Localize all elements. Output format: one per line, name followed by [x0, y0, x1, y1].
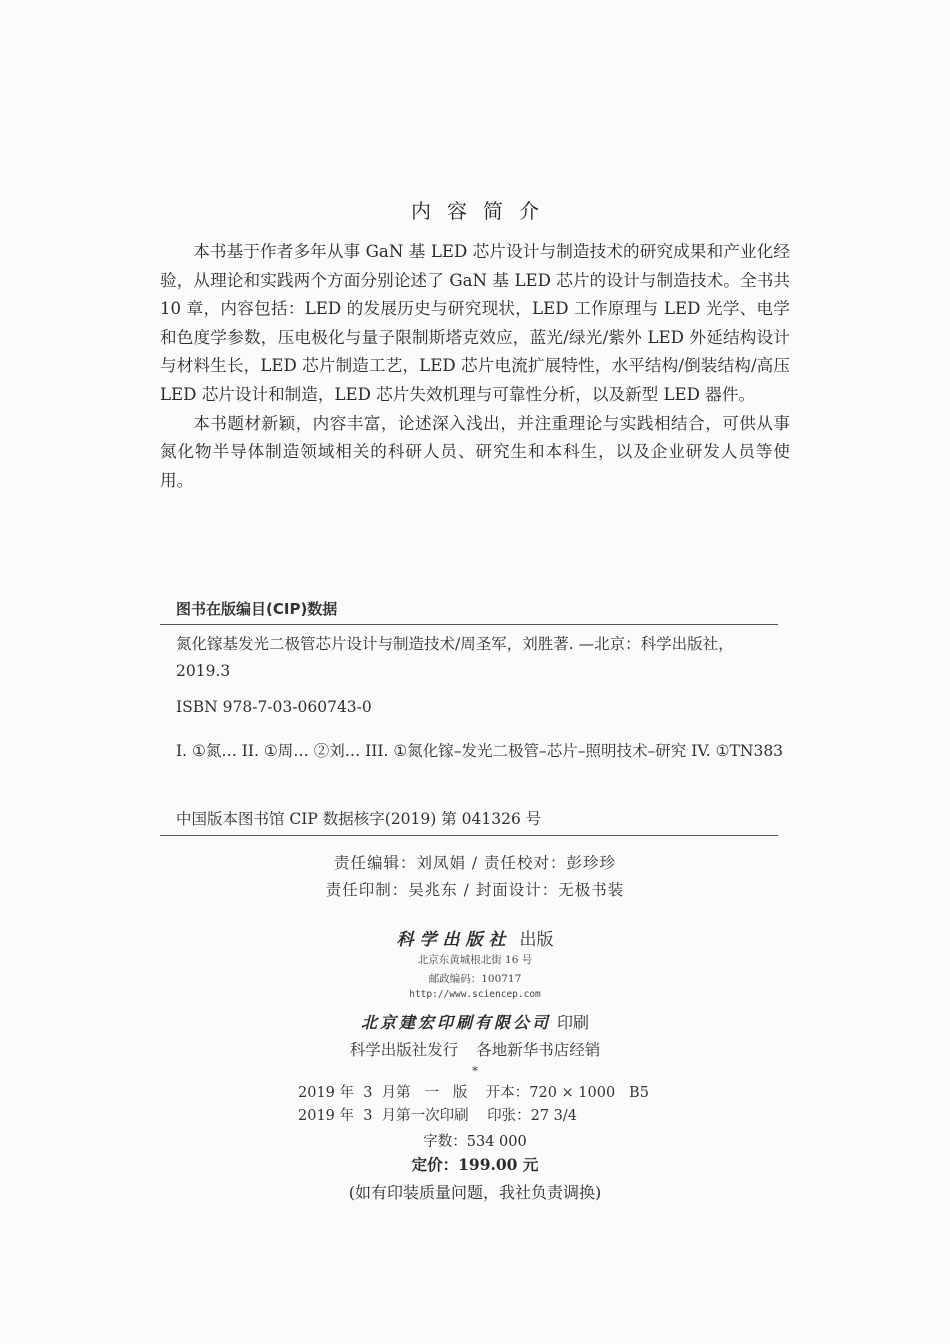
price: 定价：199.00 元 — [411, 1155, 539, 1174]
printer-name: 北京建宏印刷有限公司 — [360, 1013, 551, 1032]
edition-line-2: 2019 年 3 月第一次印刷 印张：27 3/4 — [298, 1108, 578, 1124]
publisher-name: 科学出版社 — [396, 930, 512, 950]
cip-approval — [176, 806, 786, 833]
word-count: 字数：534 000 — [423, 1134, 527, 1150]
publisher-suffix: 出版 — [519, 930, 554, 950]
staff-line-2: 责任印制：吴兆东 / 封面设计：无极书装 — [325, 881, 625, 899]
edition-line-1: 2019 年 3 月第 一 版 开本：720 × 1000 B5 — [298, 1085, 649, 1101]
cip-classification — [176, 738, 786, 765]
staff-line-1: 责任编辑：刘凤娟 / 责任校对：彭珍珍 — [333, 854, 617, 872]
publisher-url: http://www.sciencep.com — [409, 989, 541, 1000]
separator-star: * — [472, 1064, 478, 1078]
printer-line — [0, 1010, 950, 1033]
publisher-postcode: 邮政编码：100717 — [428, 973, 522, 985]
intro-paragraph-1: 本书基于作者多年从事 GaN 基 LED 芯片设计与制造技术的研究成果和产业化经验，从理论和实践两个方面分别论述了 GaN 基 LED 芯片的设计与制造技术。全书共 10 章，内容包括：LED 的发展历史与研究现状，LED 工作原理与 LED 光学、电学和色度学参数，压电极化与量子限制斯塔克效应，蓝光/绿光/紫外 LED 外延结构设计与材料生长，LED 芯片制造工艺，LED 芯片电流扩展特性，水平结构/倒装结构/高压 LED 芯片设计和制造，LED 芯片失效机理与可靠性分析，以及新型 LED 器件。 — [160, 242, 790, 404]
seller-text: 各地新华书店经销 — [476, 1041, 601, 1059]
isbn-text: ISBN 978-7-03-060743-0 — [176, 698, 372, 716]
editorial-staff — [0, 850, 950, 904]
cip-heading: 图书在版编目(CIP)数据 — [176, 600, 338, 618]
quality-note: (如有印装质量问题，我社负责调换) — [348, 1183, 602, 1202]
cip-book-text: 氮化镓基发光二极管芯片设计与制造技术/周圣军，刘胜著. —北京：科学出版社，2019.3 — [176, 635, 734, 680]
cip-top-rule — [160, 624, 778, 625]
distribution-line — [0, 1038, 950, 1060]
printer-suffix: 印刷 — [557, 1013, 590, 1032]
cip-isbn — [176, 694, 786, 721]
approval-text: 中国版本图书馆 CIP 数据核字(2019) 第 041326 号 — [176, 810, 542, 828]
publisher-line — [0, 925, 950, 950]
cip-book-line — [176, 631, 786, 685]
intro-paragraph-2: 本书题材新颖，内容丰富，论述深入浅出，并注重理论与实践相结合，可供从事氮化物半导体制造领域相关的科研人员、研究生和本科生，以及企业研发人员等使用。 — [160, 413, 790, 490]
classification-text: I. ①氮… II. ①周… ②刘… III. ①氮化镓–发光二极管–芯片–照明技术–研究 IV. ①TN383 — [176, 742, 784, 760]
book-introduction — [160, 238, 790, 495]
issuer-text: 科学出版社发行 — [349, 1041, 459, 1059]
publisher-address: 北京东黄城根北街 16 号 — [417, 954, 533, 966]
page-title: 内容简介 — [411, 199, 555, 223]
cip-bottom-rule — [160, 835, 778, 836]
